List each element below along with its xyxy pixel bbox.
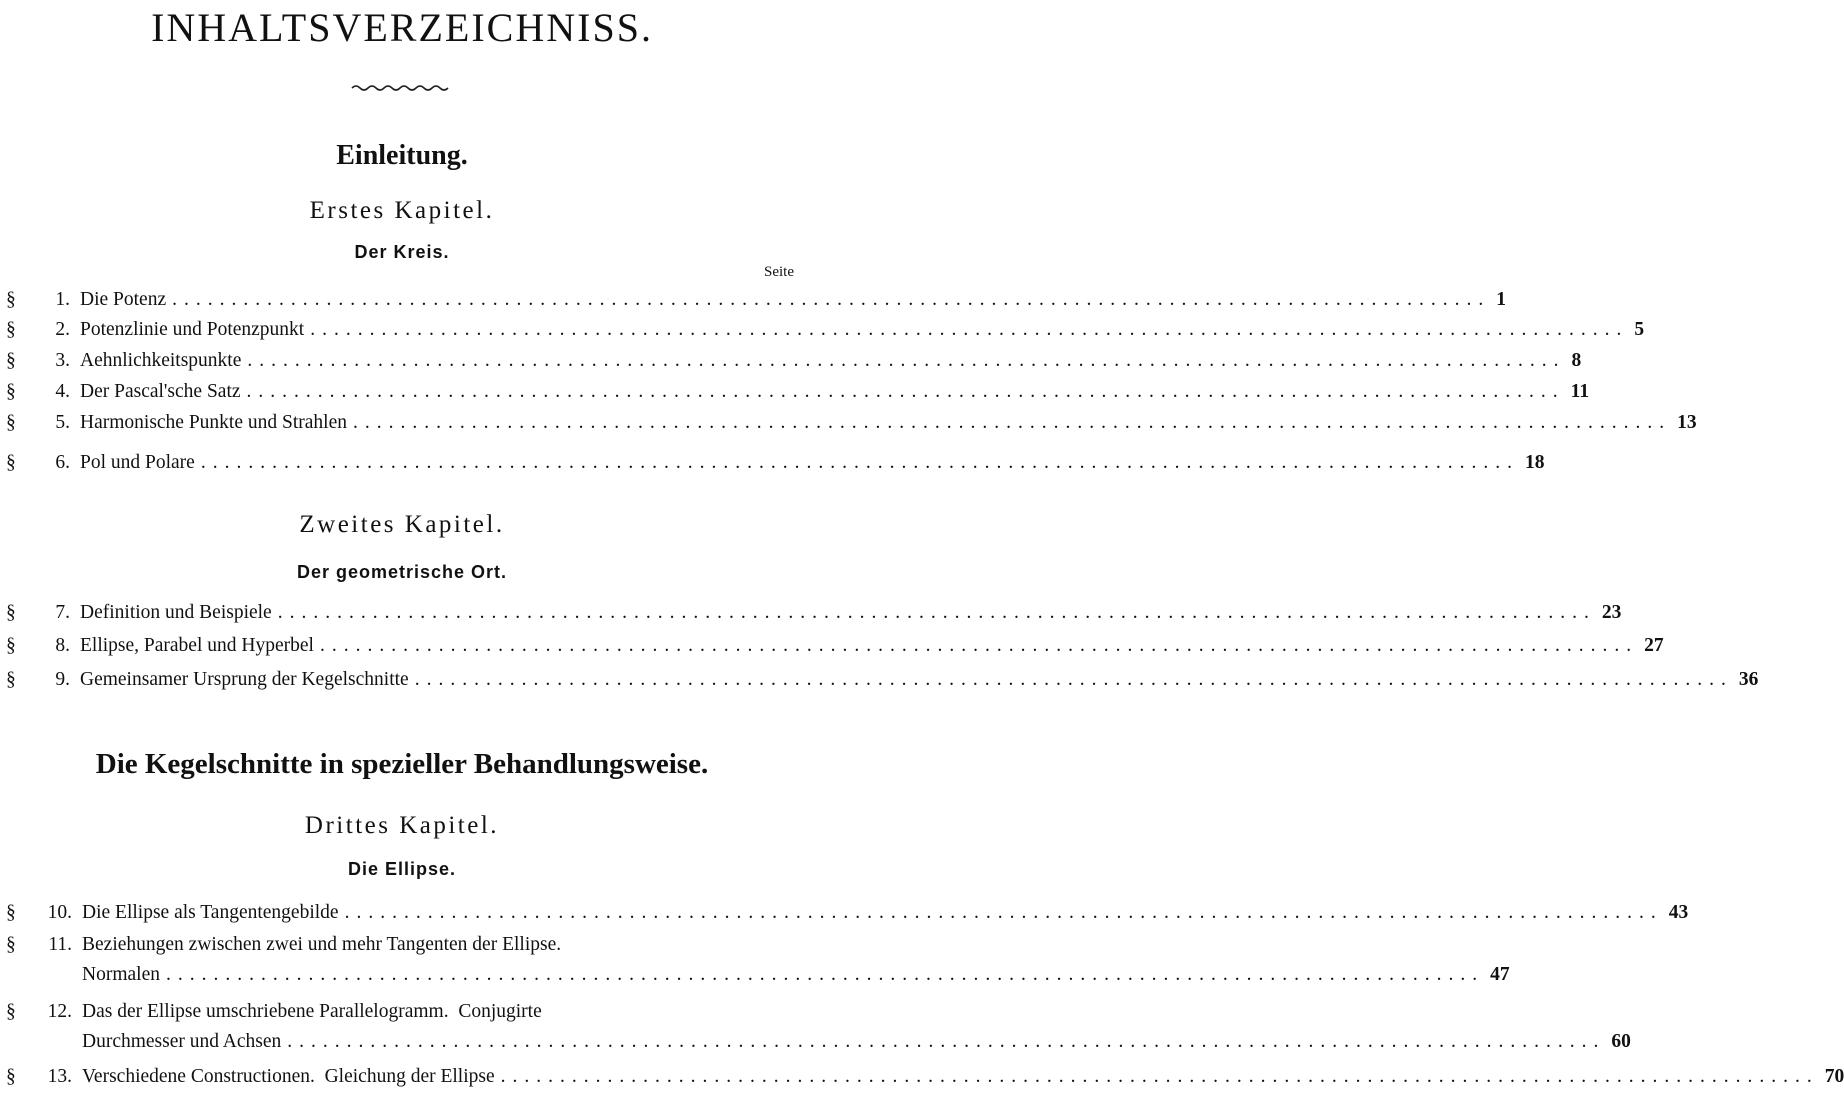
entry-title: Definition und Beispiele xyxy=(80,602,272,623)
page-number: 13 xyxy=(1677,412,1697,433)
toc-entry-12-continued[interactable] xyxy=(6,1030,1631,1054)
page-number: 60 xyxy=(1611,1031,1631,1052)
entry-title: Die Potenz xyxy=(80,289,167,310)
section-number: 5. xyxy=(55,412,70,433)
section-sign: § xyxy=(6,350,16,371)
part-title-kegelschnitte: Die Kegelschnitte in spezieller Behandlungsweise. xyxy=(95,748,709,780)
section-sign: § xyxy=(6,669,16,690)
section-sign: § xyxy=(6,934,16,955)
chapter-title: Erstes Kapitel. xyxy=(309,197,495,224)
entry-title: Verschiedene Constructionen. Gleichung der Ellipse xyxy=(82,1066,495,1087)
page-number: 43 xyxy=(1668,902,1689,923)
section-sign: § xyxy=(6,452,16,473)
entry-title: Aehnlichkeitspunkte xyxy=(80,350,242,371)
section-number: 10. xyxy=(47,902,72,923)
dot-leader: ............................................................................................................... xyxy=(353,412,1672,433)
toc-entry-12[interactable] xyxy=(6,1000,794,1024)
entry-title: Die Ellipse als Tangentengebilde xyxy=(82,902,339,923)
section-sign: § xyxy=(6,412,16,433)
toc-entry-8[interactable] xyxy=(6,634,1664,658)
section-sign: § xyxy=(6,381,16,402)
section-number: 6. xyxy=(55,452,70,473)
section-number: 1. xyxy=(55,289,70,310)
dot-leader: ............................................................................................................... xyxy=(500,1066,1819,1087)
page-number: 70 xyxy=(1824,1066,1844,1087)
entry-title: Der Pascal'sche Satz xyxy=(80,381,241,402)
section-sign: § xyxy=(6,1066,16,1087)
chapter-subtitle: Der geometrische Ort. xyxy=(296,562,508,582)
dot-leader: ............................................................................................................... xyxy=(165,964,1485,985)
page-number: 27 xyxy=(1644,635,1664,656)
page-number: 1 xyxy=(1496,289,1506,310)
section-sign: § xyxy=(6,902,16,923)
section-number: 13. xyxy=(47,1066,72,1087)
toc-entry-6[interactable] xyxy=(6,451,1545,475)
dot-leader: ............................................................................................................... xyxy=(287,1031,1606,1052)
page-number: 47 xyxy=(1490,964,1510,985)
dot-leader: ............................................................................................................... xyxy=(319,635,1639,656)
entry-title-line1: Beziehungen zwischen zwei und mehr Tangenten der Ellipse. xyxy=(82,934,562,955)
page-number: 11 xyxy=(1570,381,1590,402)
page-number: 23 xyxy=(1601,602,1622,623)
section-number: 7. xyxy=(55,602,70,623)
toc-entry-9[interactable] xyxy=(6,668,1759,692)
dot-leader: ............................................................................................................... xyxy=(414,669,1733,690)
toc-entry-5[interactable] xyxy=(6,411,1697,435)
section-number: 4. xyxy=(55,381,70,402)
toc-entry-1[interactable] xyxy=(6,288,1506,312)
dot-leader: ............................................................................................................... xyxy=(344,902,1663,923)
toc-entry-4[interactable] xyxy=(6,380,1590,404)
dot-leader: ............................................................................................................... xyxy=(310,319,1629,340)
toc-entry-2[interactable] xyxy=(6,318,1645,342)
section-number: 8. xyxy=(55,635,70,656)
entry-title: Gemeinsamer Ursprung der Kegelschnitte xyxy=(80,669,409,690)
page-number: 36 xyxy=(1738,669,1759,690)
page-column-header: Seite xyxy=(764,264,794,280)
page-number: 5 xyxy=(1634,319,1645,340)
toc-entry-11-continued[interactable] xyxy=(6,963,1510,987)
page-number: 8 xyxy=(1571,350,1582,371)
chapter-title: Drittes Kapitel. xyxy=(304,812,500,839)
toc-entry-3[interactable] xyxy=(6,349,1582,373)
entry-title: Durchmesser und Achsen xyxy=(82,1031,282,1052)
page-number: 18 xyxy=(1524,452,1545,473)
entry-title: Pol und Polare xyxy=(80,452,195,473)
toc-entry-13[interactable] xyxy=(6,1065,1844,1089)
dot-leader: ............................................................................................................... xyxy=(246,381,1565,402)
chapter-title: Zweites Kapitel. xyxy=(299,511,505,538)
section-number: 9. xyxy=(55,669,70,690)
section-number: 12. xyxy=(47,1001,72,1022)
section-sign: § xyxy=(6,602,16,623)
section-number: 3. xyxy=(55,350,70,371)
section-sign: § xyxy=(6,319,16,340)
dot-leader: ............................................................................................................... xyxy=(277,602,1596,623)
chapter-subtitle: Die Ellipse. xyxy=(347,859,457,879)
entry-title: Potenzlinie und Potenzpunkt xyxy=(80,319,305,340)
toc-entry-7[interactable] xyxy=(6,601,1622,625)
entry-title: Ellipse, Parabel und Hyperbel xyxy=(80,635,314,656)
chapter-subtitle: Der Kreis. xyxy=(354,242,450,262)
page-title: INHALTSVERZEICHNISS. xyxy=(151,5,653,50)
section-sign: § xyxy=(6,635,16,656)
part-title-einleitung: Einleitung. xyxy=(336,140,468,171)
decorative-flourish xyxy=(350,82,450,92)
toc-entry-10[interactable] xyxy=(6,901,1689,925)
entry-title: Normalen xyxy=(82,964,160,985)
toc-entry-11[interactable] xyxy=(6,933,794,957)
section-number: 2. xyxy=(55,319,70,340)
section-sign: § xyxy=(6,1001,16,1022)
dot-leader: ............................................................................................................... xyxy=(172,289,1491,310)
section-sign: § xyxy=(6,289,16,310)
entry-title: Harmonische Punkte und Strahlen xyxy=(80,412,347,433)
entry-title-line1: Das der Ellipse umschriebene Parallelogramm. Conjugirte xyxy=(82,1001,542,1022)
dot-leader: ............................................................................................................... xyxy=(200,452,1519,473)
dot-leader: ............................................................................................................... xyxy=(247,350,1566,371)
section-number: 11. xyxy=(48,934,72,955)
